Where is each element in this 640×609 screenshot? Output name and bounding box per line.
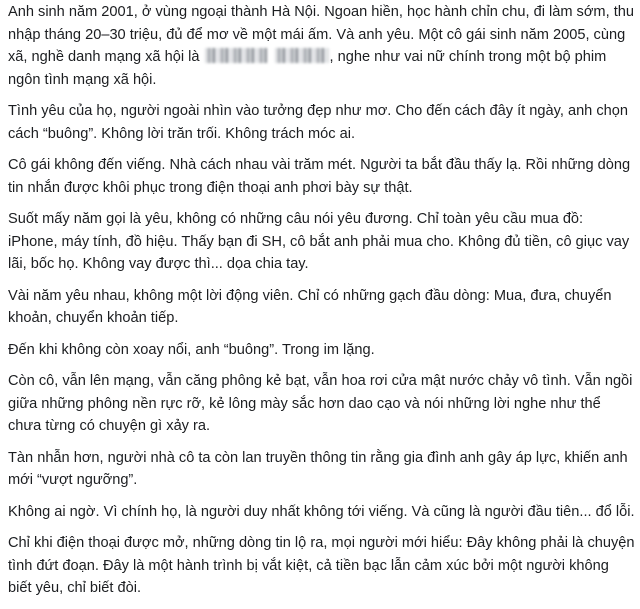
paragraph-9: Không ai ngờ. Vì chính họ, là người duy nhất không tới viếng. Và cũng là người đầu tiên... đổ lỗi. [8, 503, 635, 520]
blurred-name-part-1 [205, 48, 267, 63]
paragraph-1-text-before: Anh sinh năm 2001, ở vùng ngoại thành Hà Nội. Ngoan hiền, học hành chỉn chu, đi làm sớm, thu nhập tháng 20–30 triệu, đủ để mơ về một mái ấm. Và anh yêu. Một cô gái sinh năm 2005, cùng xã, nghề danh mạng xã hội là [8, 4, 634, 65]
paragraph-6: Đến khi không còn xoay nổi, anh “buông”. Trong im lặng. [8, 341, 375, 358]
paragraph-3: Cô gái không đến viếng. Nhà cách nhau vài trăm mét. Người ta bắt đầu thấy lạ. Rồi những dòng tin nhắn được khôi phục trong điện thoại anh phơi bày sự thật. [8, 157, 631, 196]
paragraph-5: Vài năm yêu nhau, không một lời động viên. Chỉ có những gạch đầu dòng: Mua, đưa, chuyển khoản, chuyển khoản tiếp. [8, 287, 612, 326]
paragraph-7: Còn cô, vẫn lên mạng, vẫn căng phông kẻ bạt, vẫn hoa rơi cửa mật nước chảy vô tình. Vẫn ngồi giữa những phông nền rực rỡ, kẻ lông mày sắc hơn dao cạo và nói những lời nghe như thể chưa từng có chuyện gì xảy ra. [8, 373, 633, 434]
post-body [8, 1, 636, 609]
paragraph-8: Tàn nhẫn hơn, người nhà cô ta còn lan truyền thông tin rằng gia đình anh gây áp lực, khiến anh mới “vượt ngưỡng”. [8, 449, 628, 488]
blurred-name-part-2 [275, 48, 329, 63]
paragraph-1 [8, 1, 636, 91]
paragraph-1-text-after: , nghe như vai nữ chính trong một bộ phim ngôn tình mạng xã hội. [8, 49, 607, 88]
paragraph-4: Suốt mấy năm gọi là yêu, không có những câu nói yêu đương. Chỉ toàn yêu cầu mua đồ: iPhone, máy tính, đồ hiệu. Thấy bạn đi SH, cô bắt anh phải mua cho. Không đủ tiền, cô giục vay lãi, bốc họ. Không vay được thì... dọa chia tay. [8, 211, 630, 272]
paragraph-10: Chỉ khi điện thoại được mở, những dòng tin lộ ra, mọi người mới hiểu: Đây không phải là chuyện tình đứt đoạn. Đây là một hành trình bị vắt kiệt, cả tiền bạc lẫn cảm xúc bởi một người không biết yêu, chỉ biết đòi. [8, 535, 635, 596]
paragraph-2: Tình yêu của họ, người ngoài nhìn vào tưởng đẹp như mơ. Cho đến cách đây ít ngày, anh chọn cách “buông”. Không lời trăn trối. Không trách móc ai. [8, 103, 628, 142]
